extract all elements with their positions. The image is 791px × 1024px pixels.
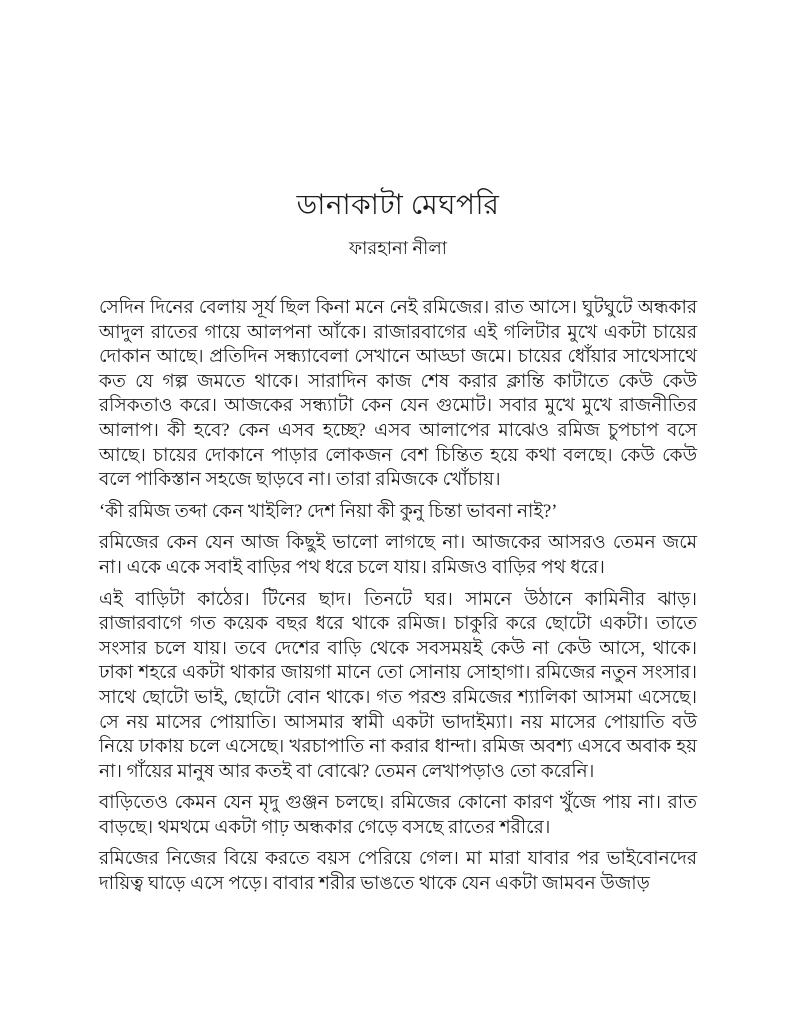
story-dialogue-line: ‘কী রমিজ তব্দা কেন খাইলি? দেশ নিয়া কী কুনু চিন্তা ভাবনা নাই?’ — [99, 501, 558, 522]
story-title: ডানাকাটা মেঘপরি — [296, 190, 500, 221]
story-paragraph-5: রমিজের নিজের বিয়ে করতে বয়স পেরিয়ে গেল। মা মারা যাবার পর ভাইবোনদের দায়িত্ব ঘাড়ে এসে পড়ে। বাবার শরীর ভাঙতে থাকে যেন একটা জামবন উজাড় — [99, 849, 697, 895]
text-block — [99, 0, 697, 897]
story-body — [99, 296, 697, 897]
story-paragraph-3: এই বাড়িটা কাঠের। টিনের ছাদ। তিনটে ঘর। সামনে উঠানে কামিনীর ঝাড়। রাজারবাগে গত কয়েক বছর ধরে থাকে রমিজ। চাকুরি করে ছোটো একটা। তাতে সংসার চলে যায়। তবে দেশের বাড়ি থেকে সবসময়ই কেউ না কেউ আসে, থাকে। ঢাকা শহরে একটা থাকার জায়গা মানে তো সোনায় সোহাগা। রমিজের নতুন সংসার। সাথে ছোটো ভাই, ছোটো বোন থাকে। গত পরশু রমিজের শ্যালিকা আসমা এসেছে। সে নয় মাসের পোয়াতি। আসমার স্বামী একটা ভাদাইম্যা। নয় মাসের পোয়াতি বউ নিয়ে ঢাকায় চলে এসেছে। খরচাপাতি না করার ধান্দা। রমিজ অবশ্য এসবে অবাক হয় না। গাঁয়ের মানুষ আর কতই বা বোঝে? তেমন লেখাপড়াও তো করেনি। — [99, 589, 697, 782]
story-author: ফারহানা নীলা — [349, 238, 447, 258]
story-paragraph-4: বাড়িতেও কেমন যেন মৃদু গুঞ্জন চলছে। রমিজের কোনো কারণ খুঁজে পায় না। রাত বাড়ছে। থমথমে একটা গাঢ় অন্ধকার গেড়ে বসছে রাতের শরীরে। — [99, 793, 697, 838]
story-paragraph-1: সেদিন দিনের বেলায় সূর্য ছিল কিনা মনে নেই রমিজের। রাত আসে। ঘুটঘুটে অন্ধকার আদুল রাতের গায়ে আলপনা আঁকে। রাজারবাগের এই গলিটার মুখে একটা চায়ের দোকান আছে। প্রতিদিন সন্ধ্যাবেলা সেখানে আড্ডা জমে। চায়ের ধোঁয়ার সাথেসাথে কত যে গল্প জমতে থাকে। সারাদিন কাজ শেষ করার ক্লান্তি কাটাতে কেউ কেউ রসিকতাও করে। আজকের সন্ধ্যাটা কেন যেন গুমোট। সবার মুখে মুখে রাজনীতির আলাপ। কী হবে? কেন এসব হচ্ছে? এসব আলাপের মাঝেও রমিজ চুপচাপ বসে আছে। চায়ের দোকানে পাড়ার লোকজন বেশ চিন্তিত হয়ে কথা বলছে। কেউ কেউ বলে পাকিস্তান সহজে ছাড়বে না। তারা রমিজকে খোঁচায়। — [99, 298, 697, 491]
story-paragraph-2: রমিজের কেন যেন আজ কিছুই ভালো লাগছে না। আজকের আসরও তেমন জমে না। একে একে সবাই বাড়ির পথ ধরে চলে যায়। রমিজও বাড়ির পথ ধরে। — [99, 533, 697, 578]
